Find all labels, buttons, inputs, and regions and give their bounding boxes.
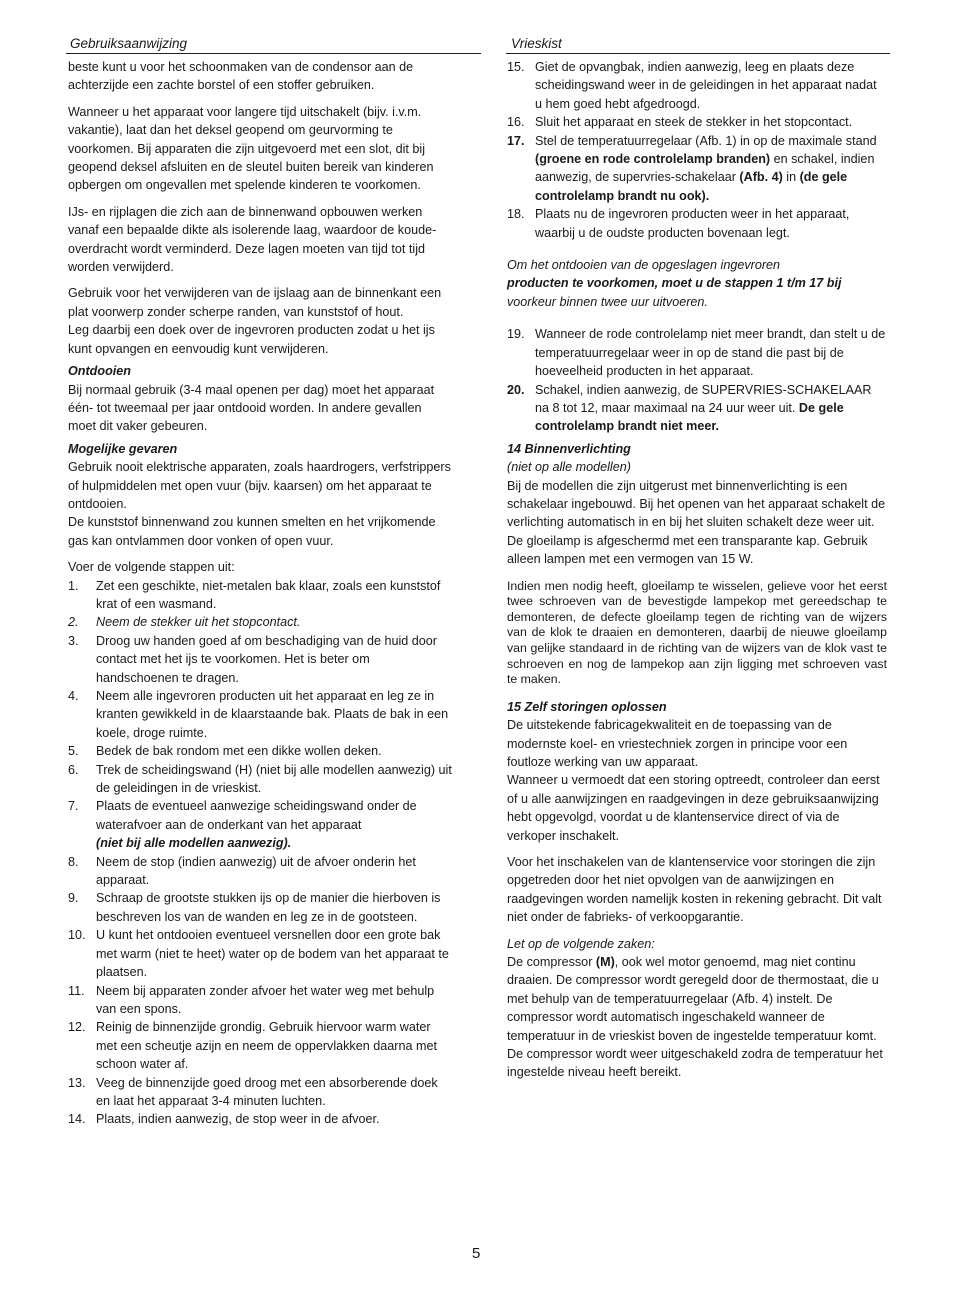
header-left: Gebruiksaanwijzing (70, 36, 188, 51)
para-compressor: De compressor (M), ook wel motor genoemd, mag niet continu draaien. De compressor wordt geregeld door de thermostaat, die u met behulp van de temperatuurregelaar (Afb. 4) instelt. De compressor wordt automatisch ingeschakeld wanneer de temperatuur in de vrieskist boven de ingestelde temperatuur komt. De compressor wordt weer uitgeschakeld zodra de temperatuur het ingestelde niveau heeft bereikt. (507, 955, 883, 1080)
step-item: 18. Plaats nu de ingevroren producten weer in het apparaat, waarbij u de oudste producten bovenaan legt. (507, 207, 850, 240)
heading-storingen: 15 Zelf storingen oplossen (507, 699, 667, 714)
note-two-hours-2: producten te voorkomen, moet u de stappen 1 t/m 17 bij (507, 276, 842, 291)
header-rule-left (66, 53, 481, 54)
step-item: 3. Droog uw handen goed af om beschadiging van de huid door contact met het ijs te voorkomen. Het is beter om handschoenen te dragen. (68, 633, 437, 685)
para-doek: Leg daarbij een doek over de ingevroren producten zodat u het ijs kunt opvangen en eenvoudig kunt verwijderen. (68, 323, 435, 356)
header-right: Vrieskist (511, 36, 562, 51)
heading-gevaren: Mogelijke gevaren (68, 441, 178, 456)
step-item: 1. Zet een geschikte, niet-metalen bak klaar, zoals een kunststof krat of een wasmand. (68, 578, 441, 611)
step-item: 7. Plaats de eventueel aanwezige scheidingswand onder de waterafvoer aan de onderkant van het apparaat (niet bij alle modellen aanwezig). (68, 799, 417, 851)
heading-binnenverlichting: 14 Binnenverlichting (507, 441, 631, 456)
para-vakantie: Wanneer u het apparaat voor langere tijd uitschakelt (bijv. i.v.m. vakantie), laat dan het deksel geopend om geurvorming te voorkomen. Bij apparaten die zijn uitgevoerd met een slot, dit bij geopend deksel afsluiten en de sleutel buiten bereik van kinderen opbergen om ongevallen met spelende kinderen te voorkomen. (68, 104, 434, 193)
para-kunststof: De kunststof binnenwand zou kunnen smelten en het vrijkomende gas kan ontvlammen door vonken of open vuur. (68, 515, 436, 548)
para-fabricagekwaliteit: De uitstekende fabricagekwaliteit en de toepassing van de modernste koel- en vriestechniek zorgen in principe voor een foutloze werking van uw apparaat. (507, 718, 848, 769)
note-two-hours-1: Om het ontdooien van de opgeslagen ingevroren (507, 258, 781, 273)
step-item: 2. Neem de stekker uit het stopcontact. (68, 615, 301, 630)
para-schakelaar: Bij de modellen die zijn uitgerust met binnenverlichting is een schakelaar ingebouwd. Bij het openen van het apparaat schakelt de verlichting automatisch in en bij het sluiten schakelt deze weer uit. (507, 478, 886, 530)
steps-list (68, 577, 453, 1129)
step-item: 10. U kunt het ontdooien eventueel versnellen door een grote bak met warm (niet te heet) water op de bodem van het apparaat te plaatsen. (68, 928, 449, 980)
heading-let-op: Let op de volgende zaken: (507, 936, 655, 951)
step-item: 11. Neem bij apparaten zonder afvoer het water weg met behulp van een spons. (68, 983, 435, 1016)
para-gloeilamp: De gloeilamp is afgeschermd met een transparante kap. Gebruik alleen lampen met een vermogen van 15 W. (507, 533, 868, 567)
step-item: 16. Sluit het apparaat en steek de stekker in het stopcontact. (507, 115, 853, 130)
step-item: 20. Schakel, indien aanwezig, de SUPERVRIES-SCHAKELAAR na 8 tot 12, maar maximaal na 24 uur weer uit. De gele controlelamp brandt niet meer. (507, 382, 872, 434)
para-storing-vermoeden: Wanneer u vermoedt dat een storing optreedt, controleer dan eerst of u alle aanwijzingen en raadgevingen in deze gebruiksaanwijzing hebt opgevolgd, voordat u de klantenservice direct of via de verkoper inschakelt. (507, 773, 880, 843)
step-item: 12. Reinig de binnenzijde grondig. Gebruik hiervoor warm water met een scheutje azijn en neem de oppervlakken daarna met schoon water af. (68, 1020, 437, 1072)
header-rule-right (506, 53, 890, 54)
left-column (68, 58, 453, 1129)
step-item: 15. Giet de opvangbak, indien aanwezig, leeg en plaats deze scheidingswand weer in de geleidingen in het apparaat nadat u hem goed hebt afgedroogd. (507, 60, 877, 111)
step-item: 5. Bedek de bak rondom met een dikke wollen deken. (68, 744, 382, 759)
para-elektrische-apparaten: Gebruik nooit elektrische apparaten, zoals haardrogers, verfstrippers of hulpmiddelen met open vuur (bijv. kaarsen) om het apparaat te ontdooien. (68, 460, 451, 511)
para-klantenservice-kosten: Voor het inschakelen van de klantenservice voor storingen die zijn opgetreden door het niet opvolgen van de aanwijzingen en raadgevingen worden namelijk kosten in rekening gebracht. Dit valt niet onder de fabrieks- of verkoopgarantie. (507, 854, 882, 925)
heading-ontdooien: Ontdooien (68, 364, 131, 379)
step-item: 8. Neem de stop (indien aanwezig) uit de afvoer onderin het apparaat. (68, 854, 416, 888)
step-item: 9. Schraap de grootste stukken ijs op de manier die hierboven is beschreven los van de wanden en leg ze in de gootsteen. (68, 891, 441, 924)
step-item: 14. Plaats, indien aanwezig, de stop weer in de afvoer. (68, 1112, 380, 1127)
subheading-niet-alle-modellen: (niet op alle modellen) (507, 460, 631, 475)
para-lamp-wisselen: Indien men nodig heeft, gloeilamp te wisselen, gelieve voor het eerst twee schroeven van de bevestigde lampekop met gereedschap te demonteren, de defecte gloeilamp tegen de richting van de wijzers van de klok te draaien en demonteren, daarbij de nieuwe gloeilamp van gelijke standaard in de richting van de wijzers van de klok vast te schroeven en nog de lampekop aan zijn ligging met schroeven vast te maken. (507, 578, 887, 687)
steps-list-continued (507, 58, 887, 242)
para-ijslagen: IJs- en rijplagen die zich aan de binnenwand opbouwen werken vanaf een bepaalde dikte als isolerende laag, waardoor de koude-overdracht wordt verminderd. Deze lagen moeten van tijd tot tijd worden verwijderd. (68, 204, 437, 275)
note-two-hours-3: voorkeur binnen twee uur uitvoeren. (507, 294, 708, 309)
steps-list-final (507, 325, 887, 435)
step-item: 13. Veeg de binnenzijde goed droog met een absorberende doek en laat het apparaat 3-4 minuten luchten. (68, 1075, 438, 1108)
para-stappen-intro: Voer de volgende stappen uit: (68, 560, 235, 575)
para-condensor: beste kunt u voor het schoonmaken van de condensor aan de achterzijde een zachte borstel of een stoffer gebruiken. (68, 60, 414, 93)
para-normaal-gebruik: Bij normaal gebruik (3-4 maal openen per dag) moet het apparaat één- tot tweemaal per jaar ontdooid worden. In andere gevallen moet dit vaker gebeuren. (68, 382, 435, 434)
step-item: 19. Wanneer de rode controlelamp niet meer brandt, dan stelt u de temperatuurregelaar weer in op de stand die past bij de hoeveelheid producten in het apparaat. (507, 327, 886, 379)
step-item: 6. Trek de scheidingswand (H) (niet bij alle modellen aanwezig) uit de geleidingen in de vrieskist. (68, 762, 452, 796)
step-item: 17. Stel de temperatuurregelaar (Afb. 1) in op de maximale stand (groene en rode controlelamp branden) en schakel, indien aanwezig, de supervries-schakelaar (Afb. 4) in (de gele controlelamp brandt nu ook). (507, 133, 877, 203)
para-verwijderen: Gebruik voor het verwijderen van de ijslaag aan de binnenkant een plat voorwerp zonder scherpe randen, van kunststof of hout. (68, 286, 442, 319)
page-number: 5 (472, 1245, 481, 1262)
right-column (507, 58, 887, 1082)
step-item: 4. Neem alle ingevroren producten uit het apparaat en leg ze in kranten gewikkeld in de klaarstaande bak. Plaats de bak in een koele, droge ruimte. (68, 689, 449, 740)
